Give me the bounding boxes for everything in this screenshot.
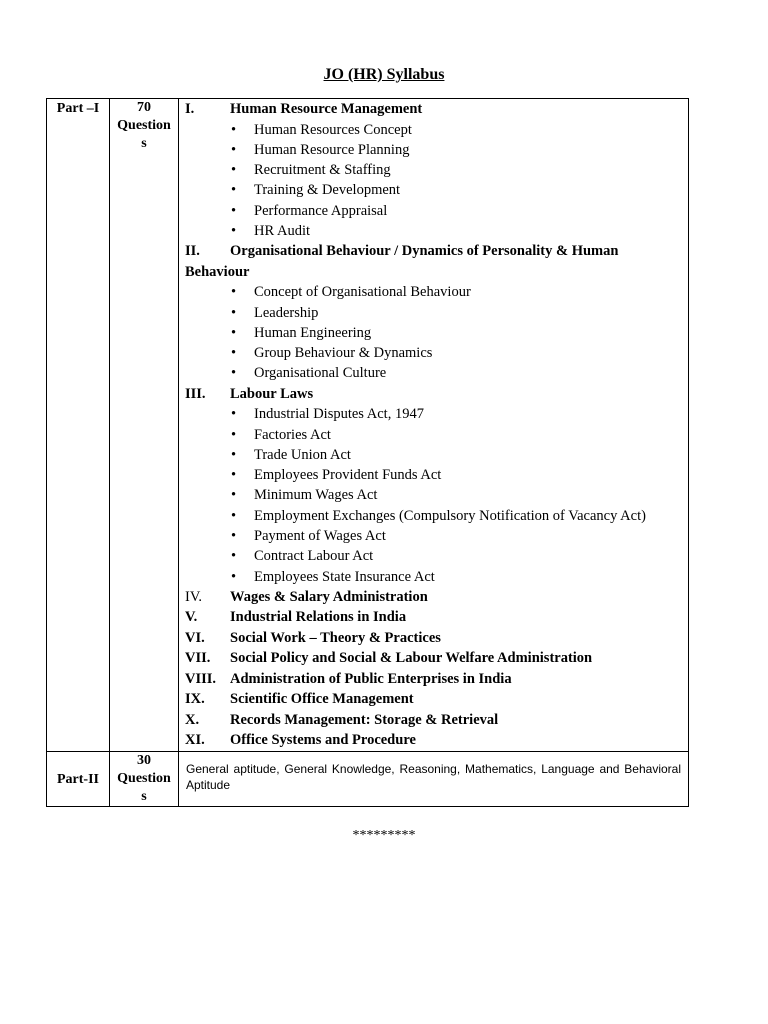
part-2-label: Part-II xyxy=(47,751,110,806)
bullet-icon: • xyxy=(231,345,237,362)
bullet-icon: • xyxy=(231,467,237,484)
list-item-text: Employees State Insurance Act xyxy=(254,568,435,585)
list-item xyxy=(231,526,682,546)
section-number: VI. xyxy=(185,629,205,646)
section-title: Scientific Office Management xyxy=(230,691,414,708)
list-item xyxy=(231,282,682,302)
bullet-icon: • xyxy=(231,548,237,565)
section-title: Records Management: Storage & Retrieval xyxy=(230,711,499,728)
list-item xyxy=(231,425,682,445)
list-item-text: Industrial Disputes Act, 1947 xyxy=(254,406,424,423)
part-2-questions-word-end: s xyxy=(141,788,147,804)
syllabus-table xyxy=(46,98,689,807)
list-item-text: Concept of Organisational Behaviour xyxy=(254,284,471,301)
section-title: Social Policy and Social & Labour Welfare Administration xyxy=(230,650,593,667)
section-number: VII. xyxy=(185,650,211,667)
section-3-items xyxy=(185,404,682,587)
list-item xyxy=(231,221,682,241)
part-1-questions-word: Question xyxy=(117,118,171,133)
list-item-text: Human Resource Planning xyxy=(254,141,410,158)
list-item-text: Human Resources Concept xyxy=(254,121,412,138)
section-6 xyxy=(185,628,682,649)
section-number: II. xyxy=(185,243,200,260)
section-9 xyxy=(185,689,682,710)
section-number: IX. xyxy=(185,691,205,708)
section-10 xyxy=(185,710,682,731)
list-item-text: Leadership xyxy=(254,304,319,321)
list-item xyxy=(231,201,682,221)
list-item-text: Training & Development xyxy=(254,182,401,199)
list-item xyxy=(231,546,682,566)
section-11 xyxy=(185,730,682,751)
bullet-icon: • xyxy=(231,182,237,199)
bullet-icon: • xyxy=(231,446,237,463)
list-item-text: Recruitment & Staffing xyxy=(254,162,391,179)
part-1-questions-word-end: s xyxy=(141,136,147,151)
section-title: Human Resource Management xyxy=(230,101,423,117)
list-item-text: Payment of Wages Act xyxy=(254,528,386,545)
bullet-icon: • xyxy=(231,304,237,321)
section-5 xyxy=(185,607,682,628)
list-item-text: Employment Exchanges (Compulsory Notification of Vacancy Act) xyxy=(254,507,646,524)
section-number: XI. xyxy=(185,732,205,749)
section-7 xyxy=(185,648,682,669)
bullet-icon: • xyxy=(231,202,237,219)
list-item xyxy=(231,404,682,424)
part-2-questions xyxy=(110,751,179,806)
bullet-icon: • xyxy=(231,222,237,239)
list-item-text: Minimum Wages Act xyxy=(254,487,378,504)
section-title: Wages & Salary Administration xyxy=(230,588,428,605)
section-number: I. xyxy=(185,101,195,117)
part-2-row xyxy=(47,751,689,806)
list-item xyxy=(231,180,682,200)
bullet-icon: • xyxy=(231,426,237,443)
list-item xyxy=(231,506,682,526)
list-item xyxy=(231,363,682,383)
section-2-items xyxy=(185,282,682,383)
section-number: III. xyxy=(185,385,206,402)
part-1-label: Part –I xyxy=(47,99,110,752)
list-item xyxy=(231,485,682,505)
list-item xyxy=(231,140,682,160)
section-1 xyxy=(185,99,682,120)
section-title: Administration of Public Enterprises in India xyxy=(230,670,512,687)
section-number: V. xyxy=(185,609,198,626)
list-item-text: Human Engineering xyxy=(254,324,372,341)
list-item-text: HR Audit xyxy=(254,222,310,239)
bullet-icon: • xyxy=(231,141,237,158)
section-title: Industrial Relations in India xyxy=(230,609,407,626)
list-item-text: Factories Act xyxy=(254,426,331,443)
section-3 xyxy=(185,384,682,405)
list-item-text: Employees Provident Funds Act xyxy=(254,467,442,484)
bullet-icon: • xyxy=(231,568,237,585)
list-item xyxy=(231,445,682,465)
part-1-question-count: 70 xyxy=(137,100,151,115)
section-number: IV. xyxy=(185,588,203,605)
part-2-topics: General aptitude, General Knowledge, Reasoning, Mathematics, Language and Behavioral Aptitude xyxy=(179,751,689,806)
part-2-questions-word: Question xyxy=(117,770,171,786)
bullet-icon: • xyxy=(231,507,237,524)
section-number: VIII. xyxy=(185,670,217,687)
section-8 xyxy=(185,669,682,690)
list-item-text: Organisational Culture xyxy=(254,365,387,382)
list-item-text: Contract Labour Act xyxy=(254,548,374,565)
list-item xyxy=(231,343,682,363)
bullet-icon: • xyxy=(231,284,237,301)
list-item xyxy=(231,567,682,587)
bullet-icon: • xyxy=(231,487,237,504)
list-item-text: Group Behaviour & Dynamics xyxy=(254,345,433,362)
part-1-topics xyxy=(179,99,689,752)
section-title: Organisational Behaviour / Dynamics of Personality & Human Behaviour xyxy=(185,243,619,280)
list-item xyxy=(231,303,682,323)
bullet-icon: • xyxy=(231,365,237,382)
section-title: Labour Laws xyxy=(230,385,314,402)
section-title: Office Systems and Procedure xyxy=(230,732,416,749)
section-title: Social Work – Theory & Practices xyxy=(230,629,441,646)
section-4 xyxy=(185,587,682,608)
bullet-icon: • xyxy=(231,528,237,545)
list-item xyxy=(231,465,682,485)
part-2-question-count: 30 xyxy=(137,752,151,768)
part-1-row xyxy=(47,99,689,752)
list-item xyxy=(231,323,682,343)
section-1-items xyxy=(185,120,682,242)
bullet-icon: • xyxy=(231,162,237,179)
footer-separator: ********* xyxy=(352,828,416,843)
section-number: X. xyxy=(185,711,200,728)
list-item-text: Trade Union Act xyxy=(254,446,351,463)
page-title: JO (HR) Syllabus xyxy=(323,66,445,83)
bullet-icon: • xyxy=(231,406,237,423)
part-1-questions xyxy=(110,99,179,752)
section-2 xyxy=(185,241,682,282)
list-item xyxy=(231,160,682,180)
list-item xyxy=(231,120,682,140)
list-item-text: Performance Appraisal xyxy=(254,202,388,219)
bullet-icon: • xyxy=(231,121,237,138)
bullet-icon: • xyxy=(231,324,237,341)
